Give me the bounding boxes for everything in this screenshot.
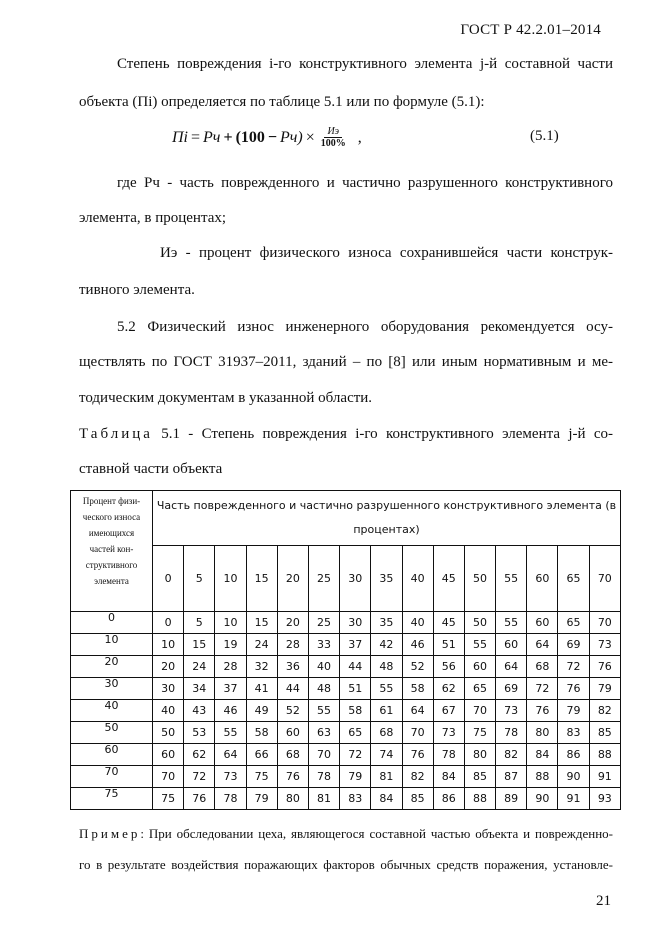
table-cell: 55: [215, 722, 246, 744]
table-cell: 15: [184, 634, 215, 656]
table-cell: 86: [558, 744, 589, 766]
table-cell: 58: [246, 722, 277, 744]
formula-eq: =: [191, 128, 201, 146]
table-row: [71, 722, 621, 744]
table-cell: 88: [589, 744, 620, 766]
table-cell: 74: [371, 744, 402, 766]
column-header: 40: [402, 546, 433, 612]
table-cell: 78: [215, 788, 246, 810]
table-cell: 75: [246, 766, 277, 788]
table-cell: 72: [527, 678, 558, 700]
note-word: Пример: [79, 826, 141, 841]
table-cell: 84: [433, 766, 464, 788]
paragraph-line: 5.2 Физический износ инженерного оборудования рекомендуется осу-: [117, 319, 613, 335]
table-cell: 36: [277, 656, 308, 678]
table-cell: 40: [402, 612, 433, 634]
table-cell: 28: [215, 656, 246, 678]
table-cell: 84: [527, 744, 558, 766]
paragraph-line: объекта (Пi) определяется по таблице 5.1 или по формуле (5.1):: [79, 94, 485, 110]
page-number: 21: [596, 893, 611, 909]
table-cell: 76: [184, 788, 215, 810]
table-cell: 78: [308, 766, 339, 788]
table-cell: 82: [589, 700, 620, 722]
row-header: 50: [71, 722, 153, 744]
formula-minus: −: [267, 128, 278, 146]
paragraph-line: Иэ - процент физического износа сохранившейся части конструк-: [160, 245, 613, 261]
table-cell: 81: [371, 766, 402, 788]
column-header: 30: [340, 546, 371, 612]
table-cell: 85: [589, 722, 620, 744]
table-cell: 76: [402, 744, 433, 766]
table-cell: 88: [527, 766, 558, 788]
formula-times: ×: [305, 128, 315, 146]
table-cell: 66: [246, 744, 277, 766]
column-header: 70: [589, 546, 620, 612]
table-cell: 91: [589, 766, 620, 788]
table-cell: 69: [496, 678, 527, 700]
table-cell: 73: [496, 700, 527, 722]
table-cell: 25: [308, 612, 339, 634]
table-row: [71, 678, 621, 700]
table-cell: 53: [184, 722, 215, 744]
table-cell: 79: [558, 700, 589, 722]
table-cell: 86: [433, 788, 464, 810]
column-header: 5: [184, 546, 215, 612]
table-cell: 44: [277, 678, 308, 700]
table-cell: 76: [527, 700, 558, 722]
row-header: 0: [71, 612, 153, 634]
table-cell: 76: [589, 656, 620, 678]
table-cell: 87: [496, 766, 527, 788]
table-cell: 68: [277, 744, 308, 766]
table-cell: 80: [277, 788, 308, 810]
table-cell: 76: [558, 678, 589, 700]
table-cell: 80: [527, 722, 558, 744]
table-cell: 24: [246, 634, 277, 656]
table-cell: 63: [308, 722, 339, 744]
table-cell: 20: [153, 656, 184, 678]
table-cell: 90: [558, 766, 589, 788]
table-cell: 30: [340, 612, 371, 634]
table-cell: 79: [589, 678, 620, 700]
table-cell: 78: [496, 722, 527, 744]
table-cell: 52: [402, 656, 433, 678]
note-text: : При обследовании цеха, являющегося составной частью объекта и поврежденно-: [140, 826, 613, 841]
table-cell: 85: [464, 766, 495, 788]
paragraph-line: тодическим документам в указанной области.: [79, 390, 373, 406]
table-cell: 83: [340, 788, 371, 810]
table-cell: 52: [277, 700, 308, 722]
table-row: [71, 700, 621, 722]
top-header: Часть поврежденного и частично разрушенного конструктивного элемента (в процентах): [153, 491, 621, 546]
table-cell: 64: [402, 700, 433, 722]
table-cell: 75: [464, 722, 495, 744]
formula-fraction: [321, 126, 346, 149]
table-cell: 42: [371, 634, 402, 656]
table-cell: 79: [340, 766, 371, 788]
table-cell: 82: [402, 766, 433, 788]
fraction-denominator: 100%: [320, 138, 346, 149]
table-cell: 51: [340, 678, 371, 700]
row-header: 70: [71, 766, 153, 788]
formula-number: (5.1): [530, 128, 559, 144]
table-cell: 83: [558, 722, 589, 744]
table-cell: 60: [153, 744, 184, 766]
table-cell: 33: [308, 634, 339, 656]
table-cell: 84: [371, 788, 402, 810]
formula-term: Pч): [280, 128, 303, 146]
table-cell: 78: [433, 744, 464, 766]
table-cell: 85: [402, 788, 433, 810]
table-caption-line: ставной части объекта: [79, 461, 223, 477]
table-cell: 37: [340, 634, 371, 656]
paragraph-line: Степень повреждения i-го конструктивного элемента j-й составной части: [117, 56, 613, 72]
table-row: [71, 612, 621, 634]
table-cell: 50: [464, 612, 495, 634]
table-cell: 75: [153, 788, 184, 810]
table-cell: 51: [433, 634, 464, 656]
table-cell: 82: [496, 744, 527, 766]
table-cell: 43: [184, 700, 215, 722]
table-cell: 70: [589, 612, 620, 634]
table-cell: 20: [277, 612, 308, 634]
corner-line: имеющихся: [88, 528, 135, 538]
column-header: 35: [371, 546, 402, 612]
table-cell: 65: [558, 612, 589, 634]
formula-paren: (100: [235, 128, 265, 146]
table-cell: 46: [215, 700, 246, 722]
table-cell: 72: [340, 744, 371, 766]
table-cell: 90: [527, 788, 558, 810]
table-cell: 70: [402, 722, 433, 744]
table-cell: 69: [558, 634, 589, 656]
table-cell: 48: [308, 678, 339, 700]
table-cell: 5: [184, 612, 215, 634]
row-header: 20: [71, 656, 153, 678]
table-cell: 64: [496, 656, 527, 678]
corner-line: Процент физи-: [82, 496, 141, 506]
table-cell: 60: [527, 612, 558, 634]
table-cell: 62: [184, 744, 215, 766]
table-cell: 37: [215, 678, 246, 700]
table-cell: 72: [184, 766, 215, 788]
table-cell: 35: [371, 612, 402, 634]
caption-text: 5.1 - Степень повреждения i-го конструктивного элемента j-й со-: [161, 426, 613, 442]
table-cell: 64: [527, 634, 558, 656]
table-cell: 76: [277, 766, 308, 788]
table-cell: 41: [246, 678, 277, 700]
table-cell: 45: [433, 612, 464, 634]
row-header: 30: [71, 678, 153, 700]
table-cell: 60: [277, 722, 308, 744]
table-cell: 40: [153, 700, 184, 722]
table-cell: 93: [589, 788, 620, 810]
row-header: 10: [71, 634, 153, 656]
table-cell: 49: [246, 700, 277, 722]
table-cell: 58: [340, 700, 371, 722]
table-cell: 72: [558, 656, 589, 678]
row-header: 60: [71, 744, 153, 766]
column-header: 0: [153, 546, 184, 612]
table-cell: 60: [464, 656, 495, 678]
corner-line: структивного: [85, 560, 138, 570]
document-header: ГОСТ Р 42.2.01–2014: [460, 22, 601, 38]
corner-line: ческого износа: [82, 512, 141, 522]
table-cell: 28: [277, 634, 308, 656]
table-cell: 73: [433, 722, 464, 744]
column-header: 15: [246, 546, 277, 612]
caption-word: Таблица: [79, 426, 153, 442]
table-cell: 19: [215, 634, 246, 656]
table-cell: 10: [153, 634, 184, 656]
table-cell: 68: [371, 722, 402, 744]
table-cell: 73: [215, 766, 246, 788]
table-cell: 61: [371, 700, 402, 722]
table-cell: 55: [308, 700, 339, 722]
table-cell: 62: [433, 678, 464, 700]
note-line: [79, 826, 613, 842]
table-cell: 15: [246, 612, 277, 634]
table-cell: 50: [153, 722, 184, 744]
corner-line: элемента: [94, 576, 129, 586]
table-cell: 81: [308, 788, 339, 810]
corner-line: частей кон-: [89, 544, 134, 554]
table-cell: 56: [433, 656, 464, 678]
table-cell: 40: [308, 656, 339, 678]
paragraph-line: ществлять по ГОСТ 31937–2011, зданий – по [8] или иным нормативным и ме-: [79, 354, 613, 370]
column-header: 65: [558, 546, 589, 612]
table-caption: [79, 426, 613, 443]
table-cell: 73: [589, 634, 620, 656]
corner-header: [71, 491, 153, 612]
formula-lhs: Пi: [172, 128, 188, 146]
table-cell: 30: [153, 678, 184, 700]
table-cell: 34: [184, 678, 215, 700]
wear-table: [70, 490, 621, 810]
table-cell: 55: [371, 678, 402, 700]
paragraph-line: элемента, в процентах;: [79, 210, 227, 226]
formula-comma: ,: [357, 128, 362, 146]
column-header: 25: [308, 546, 339, 612]
table-cell: 67: [433, 700, 464, 722]
column-header: 60: [527, 546, 558, 612]
paragraph-line: тивного элемента.: [79, 282, 195, 298]
row-header: 75: [71, 788, 153, 810]
note-line: го в результате воздействия поражающих факторов обычных средств поражения, установле-: [79, 857, 613, 872]
column-header: 55: [496, 546, 527, 612]
table-cell: 55: [496, 612, 527, 634]
table-cell: 55: [464, 634, 495, 656]
table-row: [71, 788, 621, 810]
table-row: [71, 634, 621, 656]
column-header: 10: [215, 546, 246, 612]
table-cell: 64: [215, 744, 246, 766]
table-cell: 24: [184, 656, 215, 678]
table-cell: 91: [558, 788, 589, 810]
table-cell: 65: [464, 678, 495, 700]
table-cell: 32: [246, 656, 277, 678]
table-cell: 80: [464, 744, 495, 766]
table-cell: 48: [371, 656, 402, 678]
column-header: 45: [433, 546, 464, 612]
column-header: 20: [277, 546, 308, 612]
column-header: 50: [464, 546, 495, 612]
formula-plus: +: [223, 128, 233, 146]
table-cell: 70: [464, 700, 495, 722]
row-header: 40: [71, 700, 153, 722]
table-cell: 65: [340, 722, 371, 744]
fraction-numerator: Иэ: [324, 126, 342, 138]
table-cell: 10: [215, 612, 246, 634]
table-cell: 60: [496, 634, 527, 656]
table-cell: 58: [402, 678, 433, 700]
table-cell: 88: [464, 788, 495, 810]
table-row: [71, 656, 621, 678]
formula-term: Pч: [203, 128, 221, 146]
table-cell: 68: [527, 656, 558, 678]
table-row: [71, 744, 621, 766]
table-cell: 46: [402, 634, 433, 656]
table-cell: 44: [340, 656, 371, 678]
table-cell: 89: [496, 788, 527, 810]
table-cell: 79: [246, 788, 277, 810]
table-cell: 70: [308, 744, 339, 766]
table-cell: 0: [153, 612, 184, 634]
paragraph-line: где Рч - часть поврежденного и частично разрушенного конструктивного: [117, 175, 613, 191]
formula-5-1: [172, 126, 362, 149]
table-row: [71, 766, 621, 788]
table-cell: 70: [153, 766, 184, 788]
